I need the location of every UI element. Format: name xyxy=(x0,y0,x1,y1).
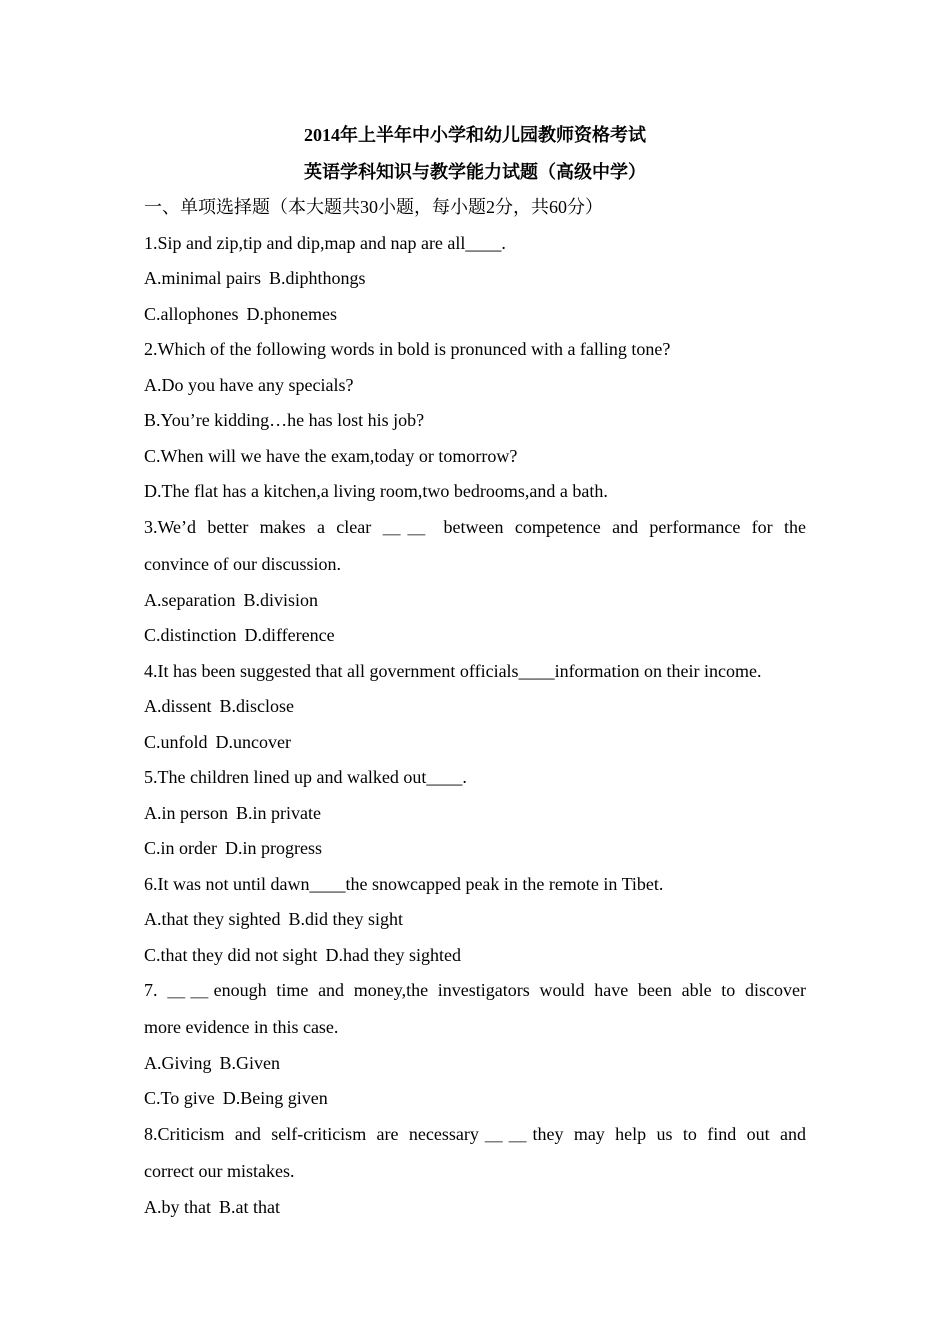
question-3-options-row-2 xyxy=(144,624,806,646)
question-6-options-row-1 xyxy=(144,908,806,930)
question-2-option-c: C.When will we have the exam,today or tomorrow? xyxy=(144,446,518,466)
section-heading: 一、单项选择题（本大题共30小题，每小题2分，共60分） xyxy=(144,197,603,217)
question-1-stem: 1.Sip and zip,tip and dip,map and nap are all____. xyxy=(144,233,506,253)
question-8-stem-line-2: correct our mistakes. xyxy=(144,1161,295,1181)
question-1-option-a: A.minimal pairs xyxy=(144,268,261,288)
question-7-stem-line-2: more evidence in this case. xyxy=(144,1017,339,1037)
question-7-stem-line-1: 7. ＿＿enough time and money,the investigators would have been able to discover xyxy=(144,980,806,1000)
question-6-option-b: B.did they sight xyxy=(288,909,403,929)
exam-subtitle: 英语学科知识与教学能力试题（高级中学） xyxy=(304,162,646,182)
question-1-option-c: C.allophones xyxy=(144,304,239,324)
question-1-option-b: B.diphthongs xyxy=(268,268,366,288)
question-4-option-a: A.dissent xyxy=(144,696,212,716)
question-7-option-b: B.Given xyxy=(219,1053,280,1073)
question-6-stem: 6.It was not until dawn____the snowcapped peak in the remote in Tibet. xyxy=(144,874,664,894)
question-5-option-b: B.in private xyxy=(236,803,321,823)
question-5-options-row-1 xyxy=(144,802,806,824)
question-6-options-row-2 xyxy=(144,944,806,966)
question-4-option-b: B.disclose xyxy=(219,696,294,716)
question-4-option-c: C.unfold xyxy=(144,732,208,752)
question-4-option-d: D.uncover xyxy=(215,732,291,752)
question-7-options-row-2 xyxy=(144,1087,806,1109)
exam-title: 2014年上半年中小学和幼儿园教师资格考试 xyxy=(304,125,646,145)
question-5-option-d: D.in progress xyxy=(224,838,322,858)
question-3-option-d: D.difference xyxy=(244,625,335,645)
question-5-stem: 5.The children lined up and walked out____. xyxy=(144,767,467,787)
question-2-option-d: D.The flat has a kitchen,a living room,two bedrooms,and a bath. xyxy=(144,481,608,501)
question-3-option-a: A.separation xyxy=(144,590,236,610)
question-6-option-a: A.that they sighted xyxy=(144,909,281,929)
question-6-option-d: D.had they sighted xyxy=(325,945,461,965)
question-3-option-c: C.distinction xyxy=(144,625,237,645)
question-5-option-a: A.in person xyxy=(144,803,228,823)
question-8-options-row-1 xyxy=(144,1196,806,1218)
question-3-stem-line-2: convince of our discussion. xyxy=(144,554,341,574)
question-4-stem: 4.It has been suggested that all government officials____information on their income. xyxy=(144,661,762,681)
question-6-option-c: C.that they did not sight xyxy=(144,945,318,965)
question-2-option-a: A.Do you have any specials? xyxy=(144,375,354,395)
question-8-option-a: A.by that xyxy=(144,1197,211,1217)
question-2-stem: 2.Which of the following words in bold is pronunced with a falling tone? xyxy=(144,339,671,359)
question-8-option-b: B.at that xyxy=(219,1197,280,1217)
question-2-option-b: B.You’re kidding…he has lost his job? xyxy=(144,410,425,430)
question-3-option-b: B.division xyxy=(243,590,318,610)
question-7-option-c: C.To give xyxy=(144,1088,215,1108)
question-7-option-a: A.Giving xyxy=(144,1053,212,1073)
question-1-option-d: D.phonemes xyxy=(246,304,337,324)
question-1-options-row-2 xyxy=(144,303,806,325)
question-1-options-row-1 xyxy=(144,267,806,289)
question-7-option-d: D.Being given xyxy=(222,1088,328,1108)
question-8-stem-line-1: 8.Criticism and self-criticism are necessary＿＿they may help us to find out and xyxy=(144,1124,806,1144)
question-4-options-row-2 xyxy=(144,731,806,753)
question-7-options-row-1 xyxy=(144,1052,806,1074)
question-5-option-c: C.in order xyxy=(144,838,217,858)
question-4-options-row-1 xyxy=(144,695,806,717)
question-3-stem-line-1: 3.We’d better makes a clear ＿＿ between competence and performance for the xyxy=(144,517,806,537)
question-3-options-row-1 xyxy=(144,589,806,611)
question-5-options-row-2 xyxy=(144,837,806,859)
